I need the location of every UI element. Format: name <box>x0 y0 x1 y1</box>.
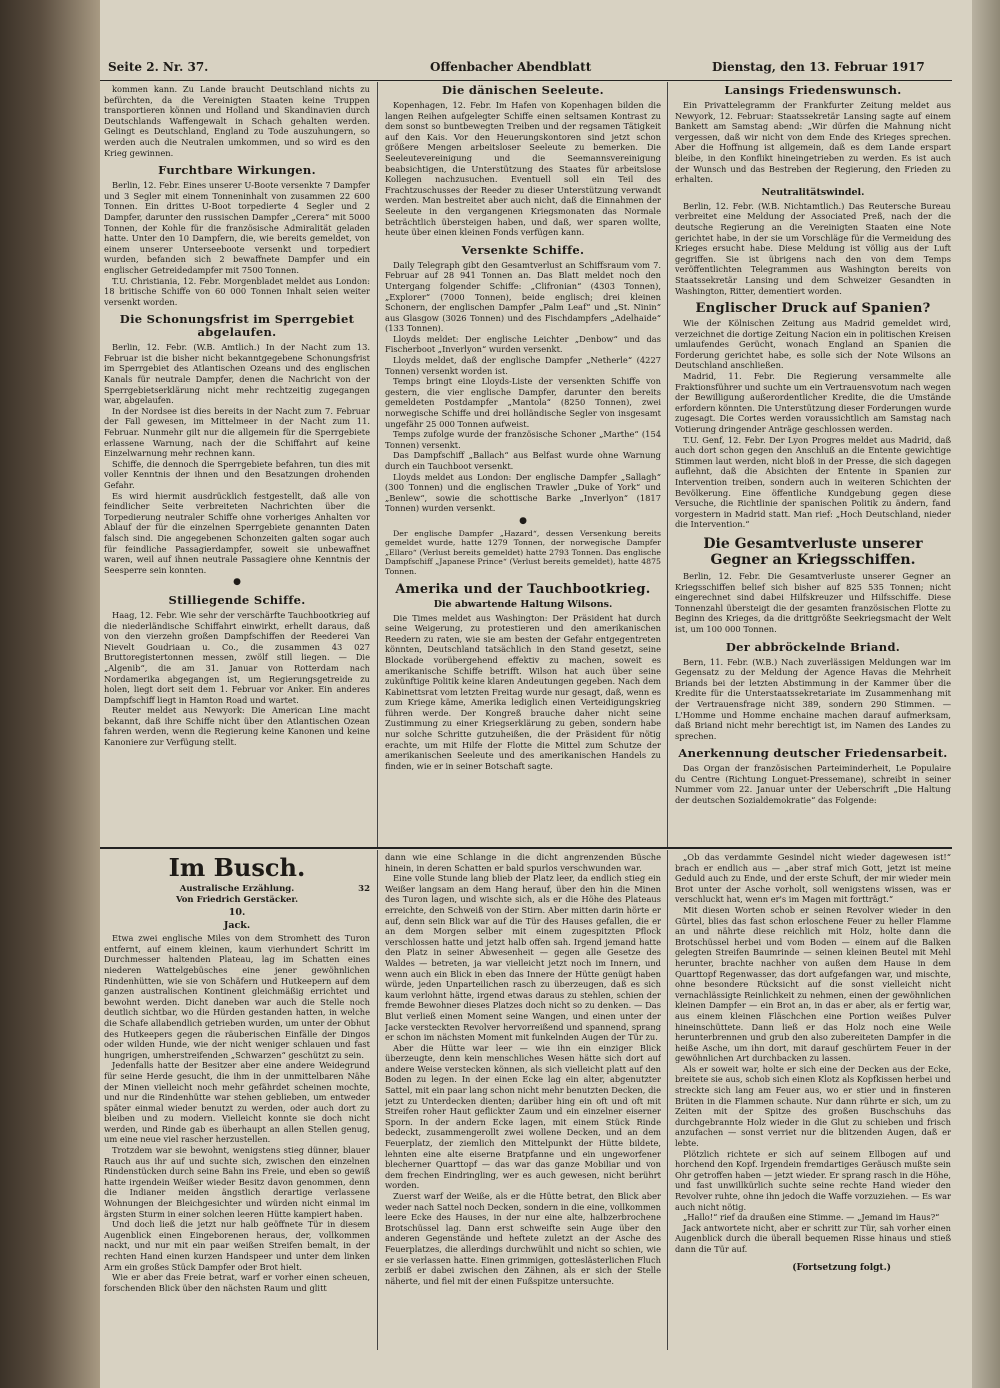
header-date: Dienstag, den 13. Februar 1917 <box>712 60 925 74</box>
header-page-number: Seite 2. Nr. 37. <box>108 60 209 74</box>
story-paragraph: Eine volle Stunde lang blieb der Platz leer, da endlich stieg ein Weißer langsam an dem Hang herauf, über den hin die Minen des Turon lagen, und wischte sich, als er die Höhe des Plateaus erreichte, den Schweiß von der Stirn. Aber mitten darin hörte er auf, denn sein Blick war auf die Tür des Hauses gefallen, die er an dem Morgen selber mit einem zugespitzten Pflock verschlossen hatte und jetzt halb offen sah. Irgend jemand hatte den Platz in seiner Abwesenheit — gegen alle Gesetze des Waldes — betreten, ja war vielleicht jetzt noch im Innern, und wenn auch ein Blick in eben das Innere der Hütte genügt haben würde, jeden Unparteilichen rasch zu überzeugen, daß es sich kaum verlohnt hätte, irgend etwas daraus zu stehlen, schien der fremde Bewohner dieses Platzes doch nicht so zu denken. — Das Blut verließ einen Moment seine Wangen, und einen unter der Jacke versteckten Revolver hervorreißend und spannend, sprang er schon im nächsten Moment mit funkelnden Augen der Tür zu. <box>385 873 661 1043</box>
serial-subtitle: Australische Erzählung. <box>179 884 295 894</box>
headline: Die Schonungsfrist im Sperrgebiet abgelaufen. <box>119 312 355 340</box>
article-paragraph: Wie der Kölnischen Zeitung aus Madrid gemeldet wird, verzeichnet die dortige Zeitung Nacion ein in politischen Kreisen umlaufendes Gerücht, wonach England an Spanien die Forderung gerichtet habe, es solle sich der Note Wilsons an Deutschland anschließen. <box>675 318 951 371</box>
headline: Anerkennung deutscher Friedensarbeit. <box>678 746 948 761</box>
story-paragraph: Plötzlich richtete er sich auf seinem Ellbogen auf und horchend den Kopf. Irgendein fremdartiges Geräusch mußte sein Ohr getroffen haben — jetzt wieder. Er sprang rasch in die Höhe, und fast unwillkürlich suchte seine rechte Hand wieder den Revolver ruhte, ohne ihn jedoch die Waffe vorzuziehen. — Es war auch nicht nötig. <box>675 1148 951 1212</box>
headline: Furchtbare Wirkungen. <box>158 163 316 178</box>
story-paragraph: „Ob das verdammte Gesindel nicht wieder dagewesen ist!“ brach er endlich aus — „aber straf mich Gott, jetzt ist meine Geduld auch zu Ende, und der erste Schuft, der mir wieder mein Brot unter der Asche vorholt, soll wenigstens wissen, was er verschluckt hat, wenn er's im Magen mit fortträgt.“ <box>675 852 951 905</box>
story-paragraph: Wie er aber das Freie betrat, warf er vorher einen scheuen, forschenden Blick über den nächsten Raum und glitt <box>104 1272 370 1293</box>
article-paragraph: Lloyds meldet, daß der englische Dampfer „Netherle“ (4227 Tonnen) versenkt worden ist. <box>385 355 661 376</box>
article-paragraph: Das Organ der französischen Parteiminderheit, Le Populaire du Centre (Richtung Longuet-Pressemane), schreibt in seiner Nummer vom 22. Januar unter der Ueberschrift „Die Haltung der deutschen Sozialdemokratie“ das Folgende: <box>675 763 951 806</box>
article-paragraph: Lloyds meldet aus London: Der englische Dampfer „Sallagh“ (300 Tonnen) und die englischen Trawler „Duke of York“ und „Benlew“, sowie die schottische Barke „Inverlyon“ (1817 Tonnen) wurden versenkt. <box>385 471 661 514</box>
headline: Lansings Friedenswunsch. <box>724 84 902 97</box>
serial-installment-number: 32 <box>358 884 370 894</box>
article-paragraph: In der Nordsee ist dies bereits in der Nacht zum 7. Februar der Fall gewesen, im Mittelmeer in der Nacht zum 11. Februar. Nunmehr gilt nur die allgemein für die Sperrgebiete erlassene Warnung, nach der die Schiffahrt auf keine Einzelwarnung mehr rechnen kann. <box>104 405 370 459</box>
story-paragraph: Jack antwortete nicht, aber er schritt zur Tür, sah vorher einen Augenblick durch die überall bequemen Risse hinaus und stieß dann die Tür auf. <box>675 1222 951 1254</box>
story-paragraph: Und doch ließ die jetzt nur halb geöffnete Tür in diesem Augenblick einen Eingeborenen heraus, der, vollkommen nackt, und nur mit ein paar weißen Streifen bemalt, in der rechten Hand einen kurzen Handspeer und unter dem linken Arm ein großes Stück Dampfer oder Brot hielt. <box>104 1219 370 1272</box>
separator-dot: ● <box>519 515 527 526</box>
article-paragraph: Die Times meldet aus Washington: Der Präsident hat durch seine Weigerung, zu protestieren und den amerikanischen Reedern zu raten, wie sie am besten der Gefahr entgegentreten könnten, Deutschland tatsächlich in den Stand gesetzt, seine Blockade vorübergehend effektiv zu machen, soweit es amerikanische Schiffe betrifft. Wilson hat auch über seine zukünftige Politik keine klaren Andeutungen gegeben. Nach dem Kabinettsrat vom letzten Freitag wurde nur gesagt, daß, wenn es zum Kriege käme, Amerika lediglich einen Verteidigungskrieg führen werde. Der Kongreß brauche daher nicht seine Zustimmung zu einer Kriegserklärung zu geben, sondern habe nur solche Schritte gutzuheißen, die der Präsident für nötig erachte, um mit Hilfe der Flotte die Mittel zum Schutze der amerikanischen Seeleute und des amerikanischen Handels zu finden, wie er in seiner Botschaft sagte. <box>385 612 661 771</box>
page-header <box>100 58 952 81</box>
story-paragraph: „Hallo!“ rief da draußen eine Stimme. — „Jemand im Haus?“ <box>683 1212 940 1223</box>
serial-title: Im Busch. <box>168 853 306 882</box>
subheadline: Die abwartende Haltung Wilsons. <box>433 598 613 610</box>
article-paragraph: Temps zufolge wurde der französische Schoner „Marthe“ (154 Tonnen) versenkt. <box>385 429 661 450</box>
article-paragraph: Das Dampfschiff „Ballach“ aus Belfast wurde ohne Warnung durch ein Tauchboot versenkt. <box>385 450 661 471</box>
subheadline: Neutralitätswindel. <box>761 186 865 198</box>
headline: Die dänischen Seeleute. <box>442 84 604 97</box>
column-rule <box>667 82 668 847</box>
article-paragraph: T.U. Genf, 12. Febr. Der Lyon Progres meldet aus Madrid, daß auch dort schon gegen den Anschluß an die Entente gewichtige Stimmen laut werden, nicht bloß in der Presse, die sich dagegen auflehnt, daß die Absichten der Entente in Spanien zur Intervention treiben, sondern auch in weiteren Schichten der Bevölkerung. Eine öffentliche Kundgebung gegen diese Versuche, die Richtlinie der spanischen Politik zu ändern, fand vorgestern in Madrid statt. Man rief: „Hoch Deutschland, nieder die Intervention.“ <box>675 434 951 530</box>
article-paragraph: Reuter meldet aus Newyork: Die American Line macht bekannt, daß ihre Schiffe nicht über den Atlantischen Ozean fahren werden, wenn die Regierung keine Kanonen und keine Kanoniere zur Verfügung stellt. <box>104 705 370 748</box>
article-paragraph: T.U. Christiania, 12. Febr. Morgenbladet meldet aus London: 18 britische Schiffe von 60 000 Tonnen Inhalt seien weiter versenkt worden. <box>104 275 370 307</box>
article-paragraph: Berlin, 12. Febr. (W.B. Nichtamtlich.) Das Reutersche Bureau verbreitet eine Meldung der Associated Preß, nach der die deutsche Regierung an die Vereinigten Staaten eine Note gerichtet habe, in der sie um Vorschläge für die Vermeidung des Krieges ersucht habe. Diese Meldung ist völlig aus der Luft gegriffen. Sie ist übrigens nach den von dem Temps veröffentlichten Telegrammen aus Washington bereits von Staatssekretär Lansing und dem Schweizer Gesandten in Washington, Ritter, dementiert worden. <box>675 200 951 296</box>
story-paragraph: Zuerst warf der Weiße, als er die Hütte betrat, den Blick aber weder nach Sattel noch Decken, sondern in die eine, vollkommen leere Ecke des Hauses, in der nur eine alte, halbzerbrochene Brotschüssel lag. Dann erst schweifte sein Auge über den anderen Gegenstände und heftete zuletzt an der Asche des Feuerplatzes, die allerdings durchwühlt und nicht so schien, wie er sie verlassen hatte. Einen grimmigen, gotteslästerlichen Fluch zerbiß er dabei zwischen den Zähnen, als er sich der Stelle näherte, und fiel mit der einen Fußspitze untersuchte. <box>385 1191 661 1286</box>
headline: Versenkte Schiffe. <box>461 242 585 257</box>
article-intro: kommen kann. Zu Lande braucht Deutschland nichts zu befürchten, da die Vereinigten Staaten keine Truppen transportieren können und Holland und Skandinavien durch Deutschlands Waffengewalt in Schach gehalten werden. Gelingt es Deutschland, England zu Tode auszuhungern, so werden auch die Neutralen umkommen, und so wird es den Krieg gewinnen. <box>104 84 370 158</box>
newspaper-sheet <box>100 50 972 1380</box>
article-paragraph: Schiffe, die dennoch die Sperrgebiete befahren, tun dies mit voller Kenntnis der ihnen und den Besatzungen drohenden Gefahr. <box>104 458 370 490</box>
header-masthead: Offenbacher Abendblatt <box>430 60 592 74</box>
story-paragraph: Etwa zwei englische Miles von dem Stromhett des Turon entfernt, auf einem kleinen, kaum vierhundert Schritt im Durchmesser haltenden Plateau, lag im Schatten eines niederen Wattelgebüsches eine jener gewöhnlichen Rindenhütten, wie sie von Schäfern und Hutkeepern auf dem ganzen australischen Kontinent gleichmäßig errichtet und bewohnt werden. Dicht daneben war auch die Stelle noch deutlich sichtbar, wo die Hürden gestanden hatten, in welche die Schafe allabendlich getrieben wurden, um unter der Obhut des Hutkeepers gegen die räuberischen Einfälle der Dingos oder wilden Hunde, wie der nicht weniger schlauen und fast hungrigen, umherstreifenden „Schwarzen“ geschützt zu sein. <box>104 933 370 1060</box>
article-paragraph: Ein Privattelegramm der Frankfurter Zeitung meldet aus Newyork, 12. Februar: Staatssekretär Lansing sagte auf einem Bankett am Samstag abend: „Wir dürfen die Mahnung nicht vergessen, daß wir nicht von dem Ende des Krieges sprechen. Aber die Hoffnung ist allgemein, daß es dem Lande erspart bleibe, in den Konflikt hineingetrieben zu werden. Es ist auch der Wunsch und das Bestreben der Regierung, den Frieden zu erhalten. <box>675 100 951 185</box>
article-paragraph: Kopenhagen, 12. Febr. Im Hafen von Kopenhagen bilden die langen Reihen aufgelegter Schiffe einen seltsamen Kontrast zu dem sonst so buntbewegten Treiben und der regsamen Tätigkeit auf den Kais. Vor den Heuerungskontoren sind jetzt schon größere Mengen arbeitsloser Seeleute zu bemerken. Die Seeleutevereinigung und die Seemannsvereinigung beabsichtigen, die Unterstützung des Staates für arbeitslose Kollegen nachzusuchen. Eventuell soll ein Teil des Frachtzuschusses der Reeder zu dieser Unterstützung verwandt werden. Man bestreitet aber auch nicht, daß die Einnahmen der Seeleute in den vergangenen Kriegsmonaten das Normale beträchtlich übersteigen haben, und daß, wer sparen wollte, heute über einen kleinen Fonds verfügen kann. <box>385 100 661 238</box>
book-binding <box>0 0 100 1388</box>
serial-subtitle-row <box>104 884 370 895</box>
article-paragraph: Berlin, 12. Febr. Die Gesamtverluste unserer Gegner an Kriegsschiffen belief sich bisher auf 825 535 Tonnen; nicht eingerechnet sind dabei Hilfskreuzer und Hilfsschiffe. Diese Tonnenzahl übersteigt die der gesamten französischen Flotte zu Beginn des Krieges, da die drittgrößte Seekriegsmacht der Welt ist, um 100 000 Tonnen. <box>675 570 951 634</box>
serial-column-1 <box>104 852 370 1347</box>
article-note: Der englische Dampfer „Hazard“, dessen Versenkung bereits gemeldet wurde, hatte 1279 Tonnen, der norwegische Dampfer „Ellaro“ (Verlust bereits gemeldet) hatte 2793 Tonnen. Das englische Dampfschiff „Japanese Prince“ (Verlust bereits gemeldet), hatte 4875 Tonnen. <box>385 528 661 576</box>
serial-author: Von Friedrich Gerstäcker. <box>175 895 299 905</box>
article-paragraph: Berlin, 12. Febr. Eines unserer U-Boote versenkte 7 Dampfer und 3 Segler mit einem Tonneninhalt von zusammen 22 600 Tonnen. Ein drittes U-Boot torpedierte 4 Segler und 2 Dampfer, darunter den russischen Dampfer „Cerera“ mit 5000 Tonnen, der Kohle für die französische Admiralität geladen hatte. Unter den 10 Dampfern, die, wie bereits gemeldet, von einem unserer Unterseeboote versenkt und torpediert wurden, befanden sich 2 bewaffnete Dampfer und ein englischer Getreidedampfer mit 7500 Tonnen. <box>104 180 370 275</box>
headline: Die Gesamtverluste unserer Gegner an Kriegsschiffen. <box>703 535 923 568</box>
column-1 <box>104 84 370 846</box>
article-paragraph: Madrid, 11. Febr. Die Regierung versammelte alle Fraktionsführer und suchte um ein Vertrauensvotum nach wegen der Bewilligung außerordentlicher Kredite, die die Umstände erfordern könnten. Die Unterstützung dieser Forderungen wurde zugesagt. Die Cortes werden voraussichtlich am Samstag nach Votierung dringender Anträge geschlossen werden. <box>675 371 951 435</box>
column-rule <box>667 850 668 1350</box>
column-2 <box>385 84 661 846</box>
headline: Stilliegende Schiffe. <box>168 592 306 607</box>
headline: Englischer Druck auf Spanien? <box>695 301 931 317</box>
separator-dot: ● <box>233 577 241 588</box>
story-paragraph: Aber die Hütte war leer — wie ihn ein einziger Blick überzeugte, denn kein menschliches Wesen hätte sich dort auf andere Weise verstecken können, als sich vielleicht platt auf den Boden zu legen. In der einen Ecke lag ein alter, abgenutzter Sattel, mit ein paar lang schon nicht mehr benutzten Decken, die jetzt zu Unterdecken dienten; darüber hing ein oft und oft mit Streifen roher Haut geflickter Zaum und ein einzelner eiserner Sporn. In der andern Ecke lagen, mit einem Stück Rinde bedeckt, zusammengerollt zwei wollene Decken, und an dem Feuerplatz, der ziemlich den Mittelpunkt der Hütte bildete, lehnten eine alte eiserne Bratpfanne und ein ungeworfener blecherner Quarttopf — das war das ganze Mobiliar und von dem frechen Eindringling, wer es auch gewesen, nicht berührt worden. <box>385 1042 661 1191</box>
chapter-number: 10. <box>228 907 246 918</box>
continuation-note: (Fortsetzung folgt.) <box>792 1262 891 1273</box>
article-paragraph: Daily Telegraph gibt den Gesamtverlust an Schiffsraum vom 7. Februar auf 28 941 Tonnen an. Das Blatt meldet noch den Untergang folgender Schiffe: „Clifronian“ (4303 Tonnen), „Explorer“ (7000 Tonnen), beide englisch; drei kleinen Schonern, der englischen Dampfer „Palm Leaf“ und „St. Ninin“ aus Glasgow (3026 Tonnen) und des Fischdampfers „Adelhaide“ (133 Tonnen). <box>385 259 661 334</box>
article-paragraph: Lloyds meldet: Der englische Leichter „Denbow“ und das Fischerboot „Inverlyon“ wurden versenkt. <box>385 333 661 355</box>
story-paragraph: Als er soweit war, holte er sich eine der Decken aus der Ecke, breitete sie aus, schob sich einen Klotz als Kopfkissen herbei und streckte sich lang am Feuer aus, wo er stier und in finsteren Brüten in die Flammen schaute. Nur dann rührte er sich, um zu Zeiten mit der Spitze des großen Buschschuhs das durchgebrannte Holz wieder in die Glut zu schieben und frisch anzufachen — sonst verriet nur die blitzenden Augen, daß er lebte. <box>675 1063 951 1149</box>
article-paragraph: Haag, 12. Febr. Wie sehr der verschärfte Tauchbootkrieg auf die niederländische Schiffahrt einwirkt, erhellt daraus, daß von den vierzehn großen Dampfschiffen der Reederei Van Nievelt Goudriaan u. Co., die zusammen 43 027 Bruttoregistertonnen messen, zwölf still liegen. — Die „Algenib“, die am 31. Januar von Rotterdam nach Nordamerika abgegangen ist, um Regierungsgetreide zu holen, liegt dort seit dem 1. Februar vor Anker. Ein anderes Dampfschiff liegt in Hamton Road und wartet. <box>104 609 370 705</box>
story-paragraph: Mit diesen Worten schob er seinen Revolver wieder in den Gürtel, blies das fast schon erloschene Feuer zu heller Flamme an und nährte diese reichlich mit Holz, holte dann die Brotschüssel herbei und vom Boden — einem auf die Balken gelegten Streifen Baumrinde — seinen kleinen Beutel mit Mehl herunter, brachte nachher von außen dem Hause in dem Quarttopf Regenwasser, das dort aufgefangen war, und mischte, ohne besondere Rücksicht auf die sonst vielleicht nicht vernachlässigte Reinlichkeit zu nehmen, einen der gewöhnlichen kleinen Dampfer — ein Brot an, in das er aber, als er fertig war, aus einem kleinen Fläschchen eine Portion weißes Pulver hineinschüttete. Dann ließ er das Holz noch eine Weile herunterbrennen und grub den also zubereiteten Dampfer in die heiße Asche, um ihn dort, mit darauf geschürtem Feuer in der gewöhnlichen Art durchbacken zu lassen. <box>675 904 951 1064</box>
article-paragraph: Es wird hiermit ausdrücklich festgestellt, daß alle von feindlicher Seite verbreiteten Nachrichten über die Torpedierung neutraler Schiffe ohne vorheriges Anhalten vor Ablauf der für die einzelnen Sperrgebiete genannten Daten falsch sind. Die angegebenen Schonzeiten galten sogar auch für feindliche Passagierdampfer, soweit sie unbewaffnet waren, weil auf ihnen neutrale Passagiere ohne Kenntnis der Seesperre sein konnten. <box>104 490 370 575</box>
column-rule <box>377 850 378 1350</box>
serial-column-3 <box>675 852 951 1347</box>
headline: Amerika und der Tauchbootkrieg. <box>395 581 651 597</box>
column-rule <box>377 82 378 847</box>
chapter-title: Jack. <box>223 919 251 931</box>
story-paragraph: Jedenfalls hatte der Besitzer aber eine andere Weidegrund für seine Herde gesucht, die ihm in der unmittelbaren Nähe der Minen vielleicht noch mehr gefährdet scheinen mochte, und nur die Rindenhütte war stehen geblieben, um entweder später einmal wieder benutzt zu werden, oder auch dort zu bleiben und zu modern. Vielleicht konnte sie doch nicht werden, und Rinde gab es überhaupt an allen Stellen genug, um eine neue viel rascher herzustellen. <box>104 1060 370 1145</box>
article-paragraph: Temps bringt eine Lloyds-Liste der versenkten Schiffe von gestern, die vier englische Dampfer, darunter den bereits gemeldeten Postdampfer „Mantola“ (8250 Tonnen), zwei norwegische Schiffe und drei holländische Segler von insgesamt ungefähr 25 000 Tonnen aufweist. <box>385 376 661 429</box>
column-3 <box>675 84 951 846</box>
headline: Der abbröckelnde Briand. <box>725 639 901 654</box>
next-page-edge <box>972 0 1000 1388</box>
serial-column-2 <box>385 852 661 1347</box>
article-paragraph: Berlin, 12. Febr. (W.B. Amtlich.) In der Nacht zum 13. Februar ist die bisher nicht bekanntgegebene Schonungsfrist im Sperrgebiet des Atlantischen Ozeans und des englischen Kanals für neutrale Dampfer, denen die Nachricht von der Sperrgebietserklärung nicht mehr rechtzeitig zugegangen war, abgelaufen. <box>104 342 370 406</box>
article-paragraph: Bern, 11. Febr. (W.B.) Nach zuverlässigen Meldungen war im Gegensatz zu der Meldung der Agence Havas die Mehrheit Briands bei der letzten Abstimmung in der Kammer über die Kredite für die Unterstaatssekretariate im Zusammenhang mit der Vertrauensfrage nicht 389, sondern 290 Stimmen. — L'Homme und Homme enchaine machen darauf aufmerksam, daß Briand nicht mehr berechtigt ist, im Namen des Landes zu sprechen. <box>675 656 951 741</box>
story-paragraph: Trotzdem war sie bewohnt, wenigstens stieg dünner, blauer Rauch aus ihr auf und suchte sich, zwischen den einzelnen Rindenstücken durch seine Bahn ins Freie, und eben so gewiß hatte irgendein Weißer wieder Besitz davon genommen, denn die Indianer meiden ängstlich derartige verlassene Wohnungen der Bleichgesichter und würden nicht einmal im ärgsten Sturm in einer solchen leeren Hütte kampiert haben. <box>104 1145 370 1219</box>
story-paragraph: dann wie eine Schlange in die dicht angrenzenden Büsche hinein, in deren Schatten er bald spurlos verschwunden war. <box>385 852 661 873</box>
section-rule <box>100 847 952 849</box>
